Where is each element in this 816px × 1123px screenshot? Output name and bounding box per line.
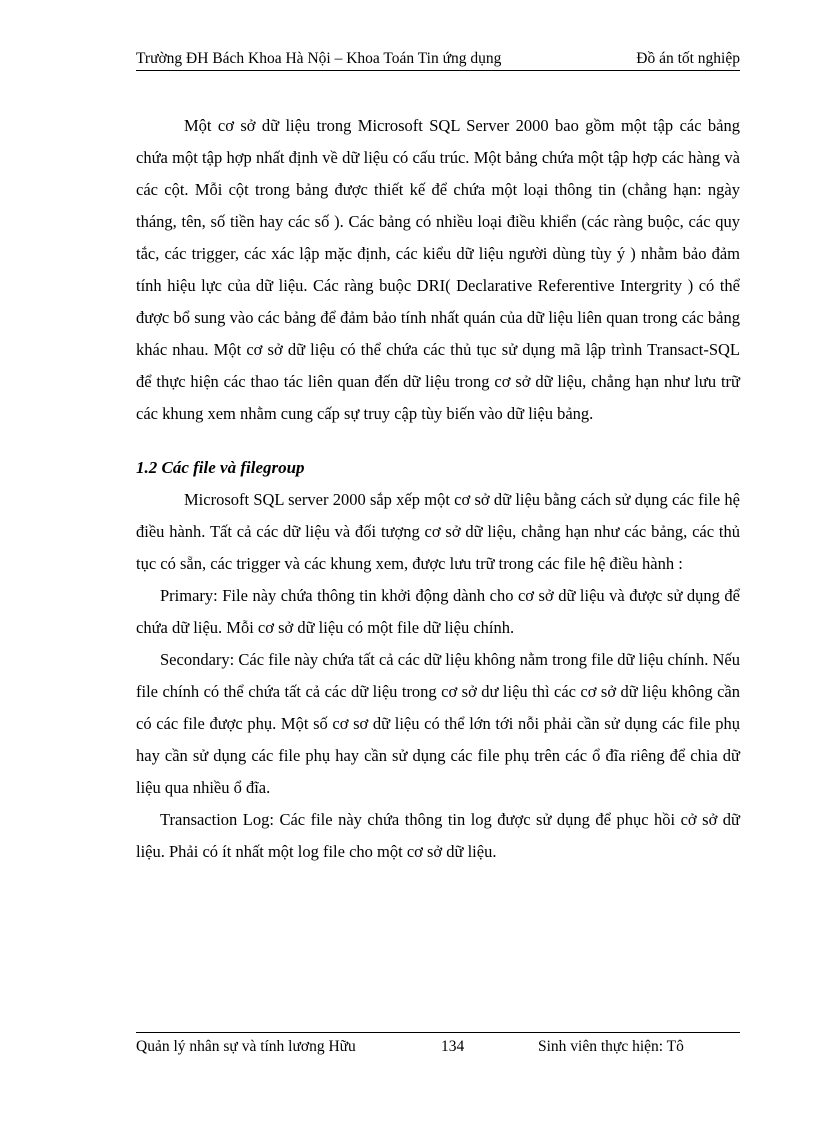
page-number: 134 xyxy=(441,1038,465,1055)
footer-title: Quản lý nhân sự và tính lương Hữu xyxy=(136,1038,356,1055)
primary-file-paragraph: Primary: File này chứa thông tin khởi động dành cho cơ sở dữ liệu và được sử dụng để chứa dữ liệu. Mỗi cơ sở dữ liệu có một file dữ liệu chính. xyxy=(136,586,740,637)
page-footer xyxy=(136,1032,740,1079)
header-document-type: Đồ án tốt nghiệp xyxy=(636,50,740,67)
footer-author: Sinh viên thực hiện: Tô xyxy=(538,1038,684,1055)
header-institution: Trường ĐH Bách Khoa Hà Nội – Khoa Toán Tin ứng dụng xyxy=(136,50,502,67)
secondary-file-paragraph: Secondary: Các file này chứa tất cả các dữ liệu không nằm trong file dữ liệu chính. Nếu file chính có thể chứa tất cả các dữ liệu trong cơ sở dư liệu thì các cơ sở dữ liệu không cần có các file được phụ. Một số cơ sơ dữ liệu có thể lớn tới nỗi phải cần sử dụng các file phụ hay cần sử dụng các file phụ hay cần sử dụng các file phụ trên các ổ đĩa riêng để chia dữ liệu qua nhiều ổ đĩa. xyxy=(136,650,740,797)
intro-paragraph: Một cơ sở dữ liệu trong Microsoft SQL Server 2000 bao gồm một tập các bảng chứa một tập hợp nhất định về dữ liệu có cấu trúc. Một bảng chứa một tập hợp các hàng và các cột. Mỗi cột trong bảng được thiết kế để chứa một loại thông tin (chẳng hạn: ngày tháng, tên, số tiền hay các số ). Các bảng có nhiều loại điều khiển (các ràng buộc, các quy tắc, các trigger, các xác lập mặc định, các kiểu dữ liệu người dùng tùy ý ) nhằm bảo đảm tính hiệu lực của dữ liệu. Các ràng buộc DRI( Declarative Referentive Intergrity ) có thể được bổ sung vào các bảng để đảm bảo tính nhất quán của dữ liệu liên quan trong các bảng khác nhau. Một cơ sở dữ liệu có thể chứa các thủ tục sử dụng mã lập trình Transact-SQL để thực hiện các thao tác liên quan đến dữ liệu trong cơ sở dữ liệu, chẳng hạn như lưu trữ các khung xem nhằm cung cấp sự truy cập tùy biến vào dữ liệu bảng. xyxy=(136,116,740,423)
transaction-log-paragraph: Transaction Log: Các file này chứa thông tin log được sử dụng để phục hồi cở sở dữ liệu. Phải có ít nhất một log file cho một cơ sở dữ liệu. xyxy=(136,810,740,861)
page-header xyxy=(136,48,740,71)
page-body xyxy=(136,110,740,868)
section-paragraph: Microsoft SQL server 2000 sắp xếp một cơ sở dữ liệu bằng cách sử dụng các file hệ điều hành. Tất cả các dữ liệu và đối tượng cơ sở dữ liệu, chẳng hạn như các bảng, các thủ tục có sẵn, các trigger và các khung xem, được lưu trữ trong các file hệ điều hành : xyxy=(136,490,740,573)
section-heading: 1.2 Các file và filegroup xyxy=(136,458,305,477)
